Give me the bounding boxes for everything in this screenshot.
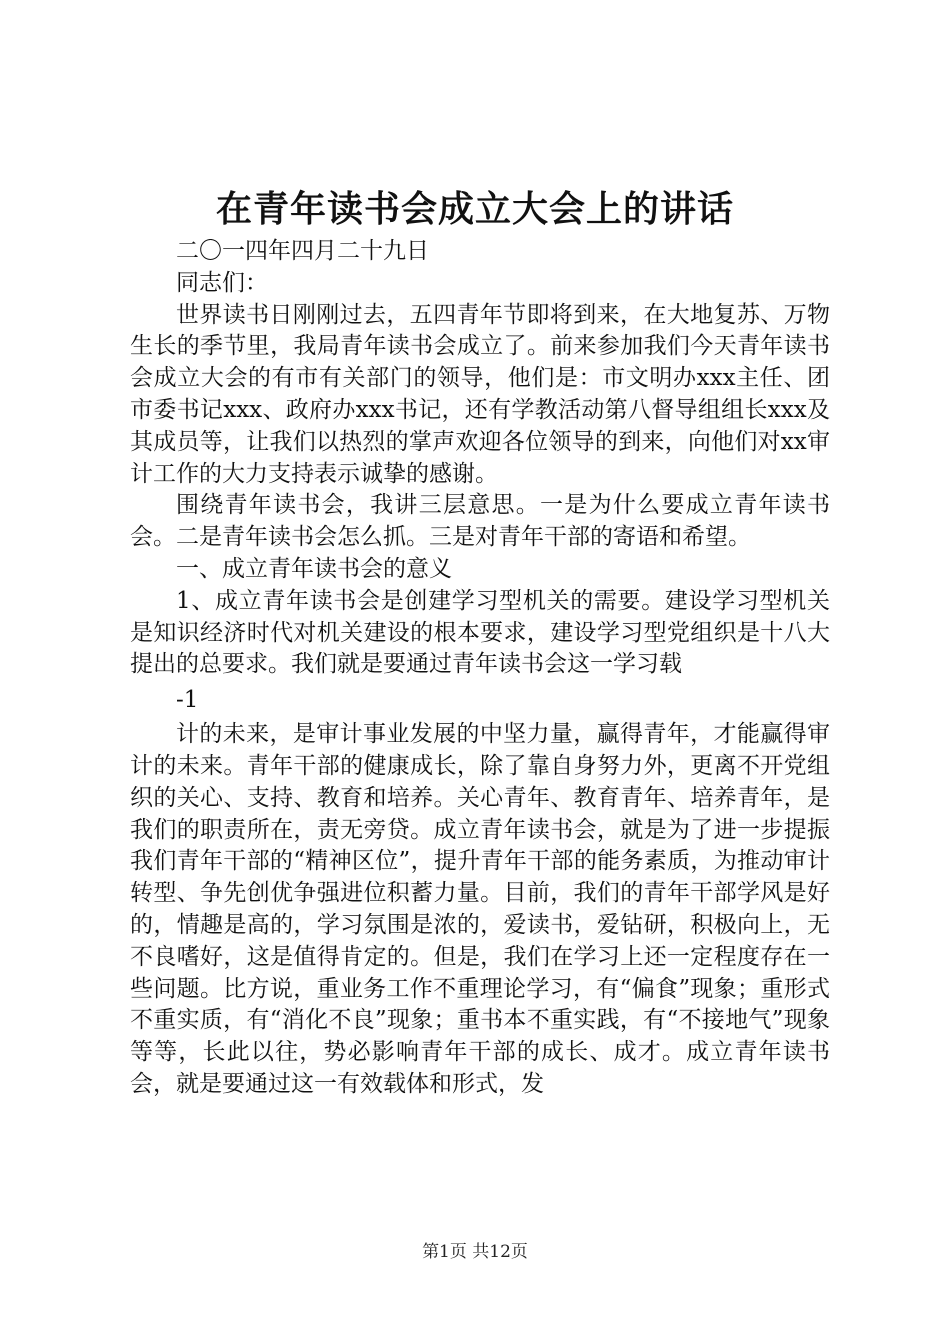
paragraph-continuation: 计的未来，是审计事业发展的中坚力量，赢得青年，才能赢得审计的未来。青年干部的健康成长，除了靠自身努力外，更离不开党组织的关心、支持、教育和培养。关心青年、教育青年、培养青年，是我们的职责所在，责无旁贷。成立青年读书会，就是为了进一步提振我们青年干部的“精神区位”，提升青年干部的能务素质，为推动审计转型、争先创优争强进位积蓄力量。目前，我们的青年干部学风是好的，情趣是高的，学习氛围是浓的，爱读书，爱钻研，积极向上，无不良嗜好，这是值得肯定的。但是，我们在学习上还一定程度存在一些问题。比方说，重业务工作不重理论学习，有“偏食”现象；重形式不重实质，有“消化不良”现象；重书本不重实践，有“不接地气”现象等等，长此以往，势必影响青年干部的成长、成才。成立青年读书会，就是要通过这一有效载体和形式，发 [130, 721, 830, 1097]
paragraph-outline: 围绕青年读书会，我讲三层意思。一是为什么要成立青年读书会。二是青年读书会怎么抓。三是对青年干部的寄语和希望。 [130, 492, 830, 551]
page-footer: 第1页 共12页 [422, 1242, 528, 1262]
speech-date: 二〇一四年四月二十九日 [176, 238, 429, 264]
salutation: 同志们： [176, 269, 268, 296]
page-marker: -1 [176, 687, 199, 714]
paragraph-opening: 世界读书日刚刚过去，五四青年节即将到来，在大地复苏、万物生长的季节里，我局青年读书会成立了。前来参加我们今天青年读书会成立大会的有市有关部门的领导，他们是：市文明办xxx主任、团市委书记xxx、政府办xxx书记，还有学教活动第八督导组组长xxx及其成员等，让我们以热烈的掌声欢迎各位领导的到来，向他们对xx审计工作的大力支持表示诚挚的感谢。 [130, 301, 830, 487]
document-body [130, 236, 830, 1101]
document-title: 在青年读书会成立大会上的讲话 [215, 188, 734, 230]
section-heading: 一、成立青年读书会的意义 [176, 555, 452, 582]
paragraph-point-1: 1、成立青年读书会是创建学习型机关的需要。建设学习型机关是知识经济时代对机关建设的根本要求，建设学习型党组织是十八大提出的总要求。我们就是要通过青年读书会这一学习载 [130, 587, 830, 678]
